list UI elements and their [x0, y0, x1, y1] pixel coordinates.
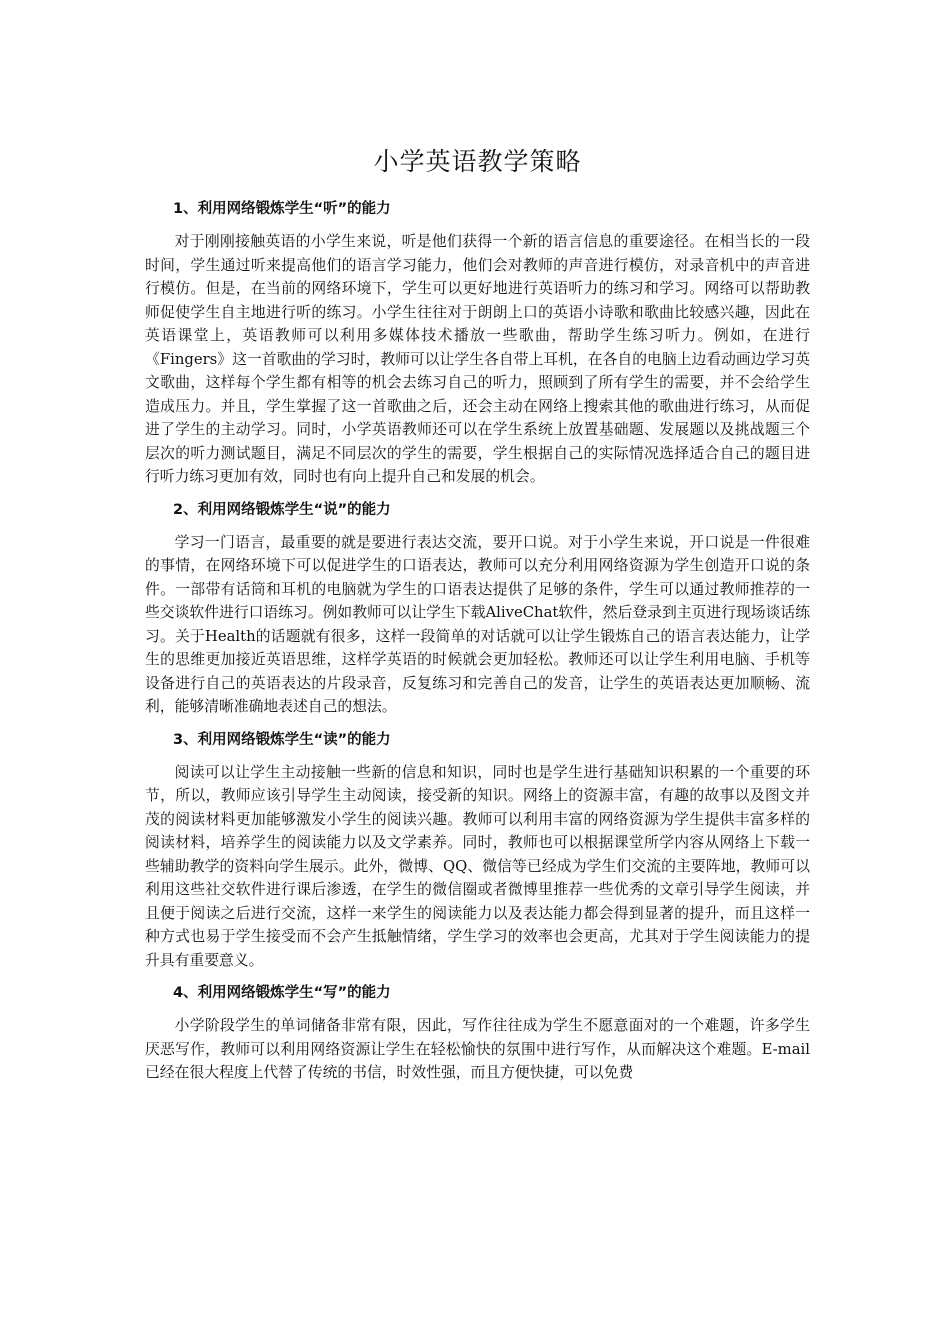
section-paragraph: 学习一门语言，最重要的就是要进行表达交流，要开口说。对于小学生来说，开口说是一件很难的事情，在网络环境下可以促进学生的口语表达，教师可以充分利用网络资源为学生创造开口说的条件。一部带有话筒和耳机的电脑就为学生的口语表达提供了足够的条件，学生可以通过教师推荐的一些交谈软件进行口语练习。例如教师可以让学生下载AliveChat软件，然后登录到主页进行现场谈话练习。关于Health的话题就有很多，这样一段简单的对话就可以让学生锻炼自己的语言表达能力，让学生的思维更加接近英语思维，这样学英语的时候就会更加轻松。教师还可以让学生利用电脑、手机等设备进行自己的英语表达的片段录音，反复练习和完善自己的发音，让学生的英语表达更加顺畅、流利，能够清晰准确地表述自己的想法。: [145, 533, 810, 715]
section-paragraph: 阅读可以让学生主动接触一些新的信息和知识，同时也是学生进行基础知识积累的一个重要的环节，所以，教师应该引导学生主动阅读，接受新的知识。网络上的资源丰富，有趣的故事以及图文并茂的阅读材料更加能够激发小学生的阅读兴趣。教师可以利用丰富的网络资源为学生提供丰富多样的阅读材料，培养学生的阅读能力以及文学素养。同时，教师也可以根据课堂所学内容从网络上下载一些辅助教学的资料向学生展示。此外，微博、QQ、微信等已经成为学生们交流的主要阵地，教师可以利用这些社交软件进行课后渗透，在学生的微信圈或者微博里推荐一些优秀的文章引导学生阅读，并且便于阅读之后进行交流，这样一来学生的阅读能力以及表达能力都会得到显著的提升，而且这样一种方式也易于学生接受而不会产生抵触情绪，学生学习的效率也会更高，尤其对于学生阅读能力的提升具有重要意义。: [145, 763, 810, 969]
section-heading: 3、利用网络锻炼学生“读”的能力: [173, 731, 391, 748]
section-speaking: [145, 497, 810, 719]
section-heading: 4、利用网络锻炼学生“写”的能力: [173, 985, 391, 1001]
section-listening: [145, 196, 810, 489]
section-paragraph: 小学阶段学生的单词储备非常有限，因此，写作往往成为学生不愿意面对的一个难题，许多学生厌恶写作，教师可以利用网络资源让学生在轻松愉快的氛围中进行写作，从而解决这个难题。E-mail已经在很大程度上代替了传统的书信，时效性强，而且方便快捷，可以免费: [145, 1017, 810, 1081]
document-page: [145, 140, 810, 1093]
section-reading: [145, 727, 810, 973]
section-writing: [145, 980, 810, 1085]
section-paragraph: 对于刚刚接触英语的小学生来说，听是他们获得一个新的语言信息的重要途径。在相当长的一段时间，学生通过听来提高他们的语言学习能力，他们会对教师的声音进行模仿，对录音机中的声音进行模仿。但是，在当前的网络环境下，学生可以更好地进行英语听力的练习和学习。网络可以帮助教师促使学生自主地进行听的练习。小学生往往对于朗朗上口的英语小诗歌和歌曲比较感兴趣，因此在英语课堂上，英语教师可以利用多媒体技术播放一些歌曲，帮助学生练习听力。例如，在进行《Fingers》这一首歌曲的学习时，教师可以让学生各自带上耳机，在各自的电脑上边看动画边学习英文歌曲，这样每个学生都有相等的机会去练习自己的听力，照顾到了所有学生的需要，并不会给学生造成压力。并且，学生掌握了这一首歌曲之后，还会主动在网络上搜索其他的歌曲进行练习，从而促进了学生的主动学习。同时，小学英语教师还可以在学生系统上放置基础题、发展题以及挑战题三个层次的听力测试题目，满足不同层次的学生的需要，学生根据自己的实际情况选择适合自己的题目进行听力练习更加有效，同时也有向上提升自己和发展的机会。: [145, 233, 810, 485]
section-heading: 1、利用网络锻炼学生“听”的能力: [173, 201, 391, 217]
document-title: 小学英语教学策略: [373, 147, 582, 176]
section-heading: 2、利用网络锻炼学生“说”的能力: [173, 501, 391, 518]
